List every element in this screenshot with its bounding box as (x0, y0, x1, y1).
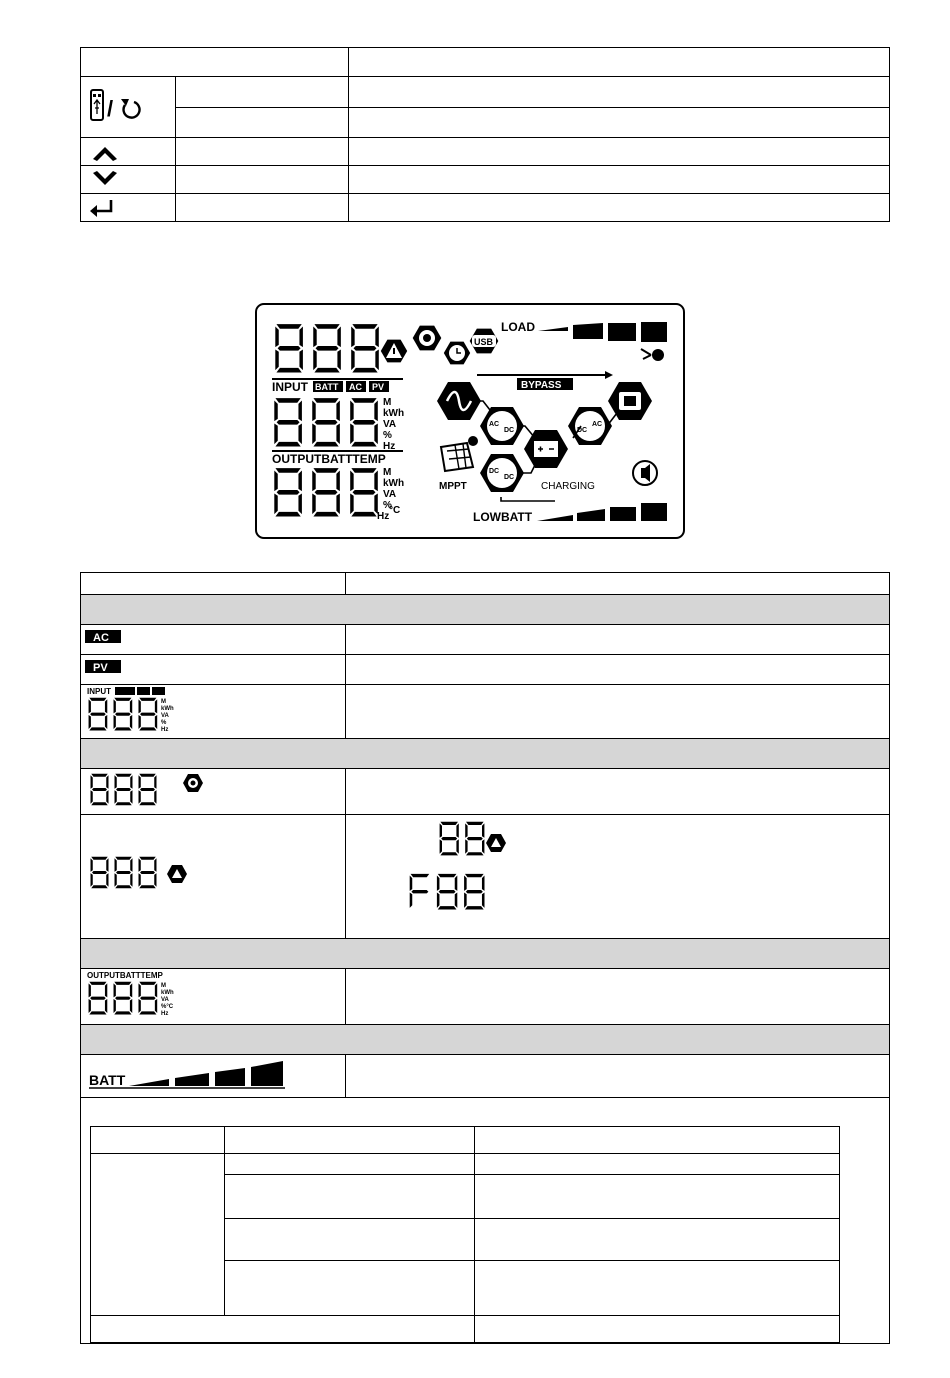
section-row (81, 1025, 890, 1055)
svg-text:DC: DC (489, 468, 500, 475)
svg-text:VA: VA (161, 997, 169, 1003)
svg-text:VA: VA (161, 713, 169, 719)
svg-text:%: % (383, 430, 392, 441)
nested-cell (475, 1219, 840, 1261)
down-function (176, 166, 349, 194)
charging-label: CHARGING (541, 481, 595, 492)
nested-cell (225, 1261, 475, 1316)
svg-text:%°C: %°C (161, 1004, 174, 1010)
section-row (81, 939, 890, 969)
section-input (81, 595, 890, 625)
svg-text:/: / (107, 96, 114, 121)
svg-text:%: % (161, 720, 167, 726)
arrow-down-icon (85, 169, 125, 191)
table-row (81, 769, 890, 815)
config-digits-icon (85, 769, 215, 809)
section-output (81, 939, 890, 969)
input-digits (274, 398, 378, 446)
header-icon (81, 573, 346, 595)
nested-cell (475, 1316, 840, 1343)
output-digits-cell (81, 969, 346, 1025)
enter-desc (349, 194, 890, 222)
svg-text:Hz: Hz (161, 1011, 169, 1017)
svg-text:AC: AC (592, 421, 603, 428)
header-button (81, 48, 349, 77)
ac-indicator-icon (85, 630, 121, 644)
batt-bars-desc (346, 1055, 890, 1098)
batt-tag: BATT (315, 382, 339, 392)
input-digits-icon (85, 685, 195, 733)
icon-table-header (81, 573, 890, 595)
solar-panel-icon (441, 436, 478, 471)
svg-text:OUTPUTBATTTEMP: OUTPUTBATTTEMP (87, 971, 163, 980)
svg-text:kWh: kWh (383, 478, 405, 489)
warning-cell (81, 815, 346, 939)
header-function (349, 48, 890, 77)
warning-icon (381, 340, 407, 363)
dc-ac-converter-icon (568, 407, 612, 445)
fault-code-icons (406, 821, 606, 931)
gear-icon (183, 774, 203, 792)
load-label: LOAD (501, 320, 535, 334)
table-row (91, 1316, 840, 1343)
svg-text:DC: DC (504, 427, 515, 434)
svg-text:INPUT: INPUT (87, 687, 111, 696)
svg-text:M: M (161, 983, 166, 989)
ac-input-icon (437, 382, 481, 420)
nested-cell (225, 1219, 475, 1261)
output-digits (274, 468, 378, 516)
nested-cell (225, 1175, 475, 1219)
svg-text:DC: DC (577, 427, 588, 434)
svg-text:PV: PV (93, 662, 108, 674)
section-config (81, 739, 890, 769)
svg-text:M: M (161, 699, 166, 705)
input-label: INPUT (272, 380, 308, 394)
table-row (81, 138, 890, 166)
svg-text:M: M (383, 397, 392, 408)
table-row (91, 1154, 840, 1175)
output-label: OUTPUTBATTTEMP (272, 452, 386, 466)
svg-text:AC: AC (93, 632, 109, 644)
nested-cell (475, 1154, 840, 1175)
battery-icon (524, 430, 568, 468)
bypass-label: BYPASS (521, 380, 562, 391)
table-row (81, 77, 890, 108)
warning-desc (346, 815, 890, 939)
svg-text:VA: VA (383, 419, 397, 430)
svg-text:kWh: kWh (161, 990, 174, 996)
header-function (346, 573, 890, 595)
nested-header-1 (91, 1127, 225, 1154)
svg-text:M: M (383, 467, 392, 478)
down-desc (349, 166, 890, 194)
battery-level-icon (85, 1057, 295, 1091)
nested-group-cell (91, 1154, 225, 1316)
lowbatt-label: LOWBATT (473, 510, 533, 524)
dc-dc-converter-icon (480, 454, 524, 492)
svg-text:BATT: BATT (89, 1071, 126, 1088)
nested-cell (91, 1316, 475, 1343)
input-digits-desc (346, 685, 890, 739)
gear-icon (413, 326, 442, 351)
down-cell (81, 166, 176, 194)
section-row (81, 739, 890, 769)
ac-tag: AC (349, 382, 362, 392)
section-battery (81, 1025, 890, 1055)
nested-header-2 (225, 1127, 475, 1154)
input-units (383, 397, 404, 452)
pv-desc (346, 655, 890, 685)
config-cell (81, 769, 346, 815)
warning-icon (167, 865, 187, 883)
input-digits-cell (81, 685, 346, 739)
config-desc (346, 769, 890, 815)
nested-table (90, 1126, 840, 1343)
warning-icon (486, 834, 506, 852)
svg-text:kWh: kWh (383, 408, 405, 419)
usb-desc-2 (349, 108, 890, 138)
pv-tag-cell (81, 655, 346, 685)
usb-function-2 (176, 108, 349, 138)
svg-text:Hz: Hz (377, 511, 390, 522)
main-digits (275, 324, 379, 372)
pv-indicator-icon (85, 660, 121, 674)
enter-function (176, 194, 349, 222)
usb-refresh-cell (81, 77, 176, 138)
button-table (80, 47, 890, 222)
enter-icon (85, 197, 125, 219)
svg-text:Hz: Hz (383, 441, 396, 452)
up-cell (81, 138, 176, 166)
up-function (176, 138, 349, 166)
ac-output-icon (608, 382, 652, 420)
ac-tag-cell (81, 625, 346, 655)
nested-header-3 (475, 1127, 840, 1154)
ac-desc (346, 625, 890, 655)
table-row (81, 166, 890, 194)
svg-text:kWh: kWh (161, 706, 174, 712)
table-row (81, 108, 890, 138)
mppt-label: MPPT (439, 481, 467, 492)
svg-text:%: % (383, 500, 392, 511)
table-row (81, 1055, 890, 1098)
usb-function-1 (176, 77, 349, 108)
usb-desc-1 (349, 77, 890, 108)
nested-cell (475, 1175, 840, 1219)
load-bars (538, 322, 667, 342)
table-row (81, 194, 890, 222)
warning-digits-icon (85, 852, 205, 896)
enter-cell (81, 194, 176, 222)
nested-cell (225, 1154, 475, 1175)
arrow-up-icon (85, 141, 125, 163)
section-row (81, 595, 890, 625)
button-table-header (81, 48, 890, 77)
batt-level-bars (537, 503, 667, 521)
table-row (81, 969, 890, 1025)
fault-code-display (410, 874, 485, 910)
usb-icon (470, 329, 499, 354)
table-row (81, 655, 890, 685)
usb-label: USB (474, 337, 494, 347)
usb-refresh-icon (85, 86, 145, 128)
table-row (81, 625, 890, 655)
output-units (377, 467, 404, 522)
svg-text:AC: AC (489, 421, 500, 428)
nested-cell (475, 1261, 840, 1316)
svg-text:VA: VA (383, 489, 397, 500)
lcd-panel (255, 303, 685, 539)
output-digits-icon (85, 969, 195, 1019)
output-digits-desc (346, 969, 890, 1025)
up-desc (349, 138, 890, 166)
mute-icon (633, 461, 657, 485)
nested-table-header (91, 1127, 840, 1154)
overload-icon (641, 349, 664, 361)
clock-icon (444, 342, 470, 365)
table-row (81, 815, 890, 939)
svg-text:°C: °C (389, 505, 401, 516)
svg-text:DC: DC (504, 474, 515, 481)
batt-bars-cell (81, 1055, 346, 1098)
table-row (81, 685, 890, 739)
svg-text:Hz: Hz (161, 727, 169, 733)
pv-tag: PV (372, 382, 385, 392)
